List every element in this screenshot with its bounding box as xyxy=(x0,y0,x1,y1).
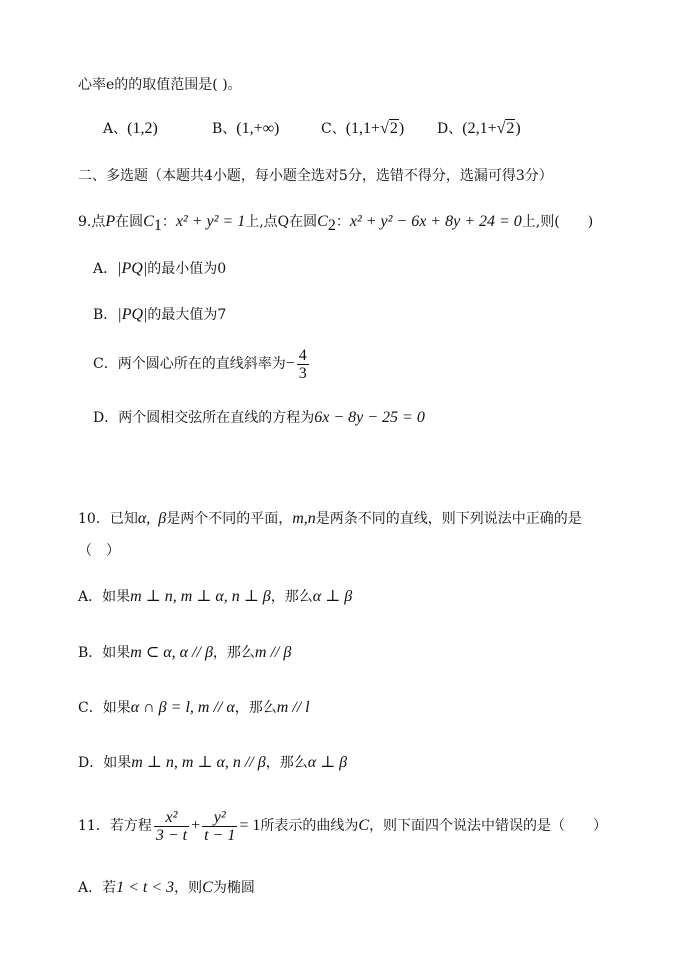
q9-equation-2: x² + y² − 6x + 8y + 24 = 0 xyxy=(349,213,522,230)
q8-option-a xyxy=(103,118,158,140)
q9-colon-2: ： xyxy=(335,214,350,230)
q8-text: 心率e的的取值范围是( )。 xyxy=(78,77,242,93)
q11-equals: = 1 xyxy=(239,817,261,834)
q11-option-a-mid: ，则 xyxy=(174,880,203,896)
q10-option-b-expr: m ⊂ α, α // β xyxy=(130,644,213,661)
q10-option-d-pre: 如果 xyxy=(103,755,132,771)
q10-option-a-mid: ，那么 xyxy=(270,589,313,605)
q9-option-b xyxy=(93,304,226,326)
q9-option-c-fraction xyxy=(297,347,309,382)
q8-option-d-expr: (2,1+ xyxy=(462,120,497,137)
q10-alpha: α, xyxy=(137,510,151,527)
fraction-numerator: 4 xyxy=(298,346,307,364)
q10-number: 10． xyxy=(78,511,110,527)
q8-option-b-expr: (1,+∞) xyxy=(236,120,280,137)
q11-option-a xyxy=(78,877,255,899)
fraction-numerator: y² xyxy=(202,809,237,827)
q11-fraction-2 xyxy=(202,809,237,844)
q10-option-b-label: B． xyxy=(78,645,103,661)
q10-option-a-label: A． xyxy=(78,589,103,605)
q8-option-c-label: C、 xyxy=(321,121,346,137)
q10-option-a-pre: 如果 xyxy=(102,589,131,605)
q10-bracket xyxy=(78,540,120,562)
q9-option-a-expr: |PQ| xyxy=(117,260,148,277)
section-heading xyxy=(78,165,553,187)
q11-text-2: 所表示的曲线为 xyxy=(260,818,359,834)
q11-stem xyxy=(78,806,607,846)
q10-option-d-label: D． xyxy=(78,755,104,771)
q9-circle-c1-sub: 1 xyxy=(153,216,162,234)
q9-option-d-text: 两个圆相交弦所在直线的方程为 xyxy=(118,410,315,426)
q9-circle-c2-sub: 2 xyxy=(327,216,336,234)
q9-text-2: 在圆 xyxy=(115,214,144,230)
q11-option-a-label: A． xyxy=(78,880,103,896)
q11-option-a-expr: 1 < t < 3 xyxy=(116,879,175,896)
q9-circle-c2: C xyxy=(317,213,328,230)
q9-option-c-label: C． xyxy=(93,356,118,372)
q10-answer-bracket: （ ） xyxy=(78,543,120,559)
q10-option-b-mid: ，那么 xyxy=(212,645,255,661)
q9-option-b-text: 的最大值为7 xyxy=(147,307,227,323)
q10-option-a-expr: m ⊥ n, m ⊥ α, n ⊥ β xyxy=(130,588,271,605)
q8-option-c xyxy=(321,118,404,140)
q9-point-p: P xyxy=(105,213,116,230)
q11-plus: + xyxy=(191,817,201,834)
q10-option-c-pre: 如果 xyxy=(102,700,131,716)
q9-text-4: 上,则( ) xyxy=(521,214,594,230)
q9-option-d xyxy=(93,407,425,429)
q11-fraction-1 xyxy=(154,809,189,844)
q8-option-d-radicand: 2 xyxy=(506,120,515,137)
q10-option-c-conclusion: m // l xyxy=(276,699,310,716)
q10-text-3: 是两条不同的直线，则下列说法中正确的是 xyxy=(315,511,582,527)
q9-equation-1: x² + y² = 1 xyxy=(175,213,246,230)
q8-option-d-label: D、 xyxy=(437,121,463,137)
q9-number: 9. xyxy=(78,214,92,230)
q10-option-a-conclusion: α ⊥ β xyxy=(312,588,353,605)
q10-option-b-pre: 如果 xyxy=(102,645,131,661)
q10-option-d-conclusion: α ⊥ β xyxy=(307,754,348,771)
q10-option-a xyxy=(78,586,352,608)
sqrt-symbol: √2 xyxy=(380,120,398,137)
q11-number: 11． xyxy=(78,818,110,834)
q9-option-a-label: A． xyxy=(93,261,118,277)
q8-option-c-radicand: 2 xyxy=(389,120,398,137)
q10-text-1: 已知 xyxy=(109,511,138,527)
q8-option-a-label: A、 xyxy=(103,121,128,137)
q8-option-b-label: B、 xyxy=(212,121,237,137)
q11-option-a-post: 为椭圆 xyxy=(212,880,255,896)
q10-option-c xyxy=(78,697,310,719)
q10-beta: β xyxy=(158,510,167,527)
q11-text-3: ，则下面四个说法中错误的是（ ） xyxy=(369,818,608,834)
q10-text-2: 是两个不同的平面， xyxy=(166,511,293,527)
q10-option-d xyxy=(78,752,347,774)
q9-option-b-label: B． xyxy=(93,307,118,323)
q10-stem xyxy=(78,508,582,530)
q11-option-a-curve: C xyxy=(202,879,213,896)
fraction-denominator: 3 xyxy=(298,364,307,382)
q9-option-c-minus: − xyxy=(285,355,295,372)
q8-stem xyxy=(78,74,242,96)
q9-option-c-text: 两个圆心所在的直线斜率为 xyxy=(117,356,286,372)
q8-option-c-expr: (1,1+ xyxy=(345,120,381,137)
q9-text-3: 上,点Q在圆 xyxy=(245,214,318,230)
q10-option-d-expr: m ⊥ n, m ⊥ α, n // β xyxy=(131,754,266,771)
q9-option-d-label: D． xyxy=(93,410,119,426)
q9-text-1: 点 xyxy=(91,214,106,230)
sqrt-symbol: √2 xyxy=(496,120,515,137)
q10-option-b-conclusion: m // β xyxy=(254,644,292,661)
q11-text-1: 若方程 xyxy=(109,818,152,834)
fraction-denominator: 3 − t xyxy=(155,826,188,844)
q11-option-a-pre: 若 xyxy=(102,880,117,896)
q9-circle-c1: C xyxy=(143,213,154,230)
q9-stem xyxy=(78,211,593,237)
q9-option-b-expr: |PQ| xyxy=(117,306,148,323)
q10-option-c-label: C． xyxy=(78,700,103,716)
fraction-denominator: t − 1 xyxy=(204,826,236,844)
q10-option-d-mid: ，那么 xyxy=(265,755,308,771)
q8-option-b xyxy=(212,118,279,140)
fraction-numerator: x² xyxy=(154,809,189,827)
q9-option-d-equation: 6x − 8y − 25 = 0 xyxy=(314,409,425,426)
q10-lines-mn: m,n xyxy=(292,510,316,527)
q8-option-d-close: ) xyxy=(515,120,521,137)
q9-option-a xyxy=(93,258,226,280)
q8-option-a-expr: (1,2) xyxy=(127,120,158,137)
q9-option-a-text: 的最小值为0 xyxy=(147,261,227,277)
q10-option-b xyxy=(78,642,291,664)
q8-option-c-close: ) xyxy=(398,120,405,137)
q9-colon-1: ： xyxy=(161,214,176,230)
q9-option-c xyxy=(93,345,311,383)
section-heading-text: 二、多选题（本题共4小题，每小题全选对5分，选错不得分，选漏可得3分） xyxy=(78,168,553,184)
q10-option-c-expr: α ∩ β = l, m // α xyxy=(130,699,235,716)
q11-curve-c: C xyxy=(358,817,370,834)
q8-option-d xyxy=(437,118,521,140)
q10-option-c-mid: ，那么 xyxy=(234,700,277,716)
